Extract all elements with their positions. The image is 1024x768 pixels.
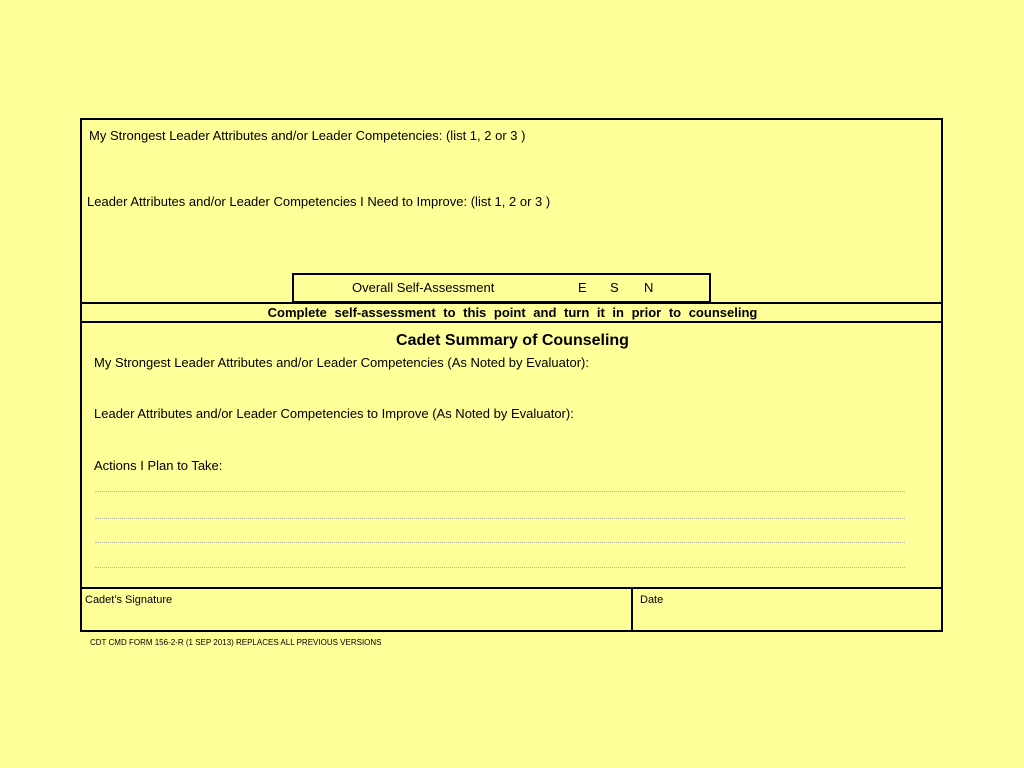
divider-line	[80, 321, 943, 323]
date-label: Date	[640, 594, 664, 606]
signature-divider	[631, 588, 633, 631]
overall-self-assessment-label: Overall Self-Assessment	[352, 280, 495, 295]
summary-title: Cadet Summary of Counseling	[396, 332, 629, 349]
cadet-signature-label: Cadet's Signature	[85, 594, 173, 606]
actions-label: Actions I Plan to Take:	[94, 458, 223, 473]
actions-writing-line[interactable]	[95, 518, 905, 519]
improve-attributes-label: Leader Attributes and/or Leader Competencies I Need to Improve: (list 1, 2 or 3 )	[87, 194, 551, 209]
actions-writing-line[interactable]	[95, 542, 905, 543]
actions-writing-line[interactable]	[95, 567, 905, 568]
evaluator-strongest-label: My Strongest Leader Attributes and/or Leader Competencies (As Noted by Evaluator):	[94, 355, 589, 370]
actions-writing-line[interactable]	[95, 491, 905, 492]
assessment-option-e[interactable]: E	[578, 280, 587, 295]
strongest-attributes-label: My Strongest Leader Attributes and/or Leader Competencies: (list 1, 2 or 3 )	[89, 128, 526, 143]
overall-self-assessment-box	[292, 273, 711, 303]
assessment-option-n[interactable]: N	[644, 280, 654, 295]
divider-line	[80, 587, 943, 589]
divider-line	[80, 302, 943, 304]
assessment-option-s[interactable]: S	[610, 280, 619, 295]
evaluator-improve-label: Leader Attributes and/or Leader Competencies to Improve (As Noted by Evaluator):	[94, 406, 574, 421]
form-footer: CDT CMD FORM 156-2-R (1 SEP 2013) REPLACES ALL PREVIOUS VERSIONS	[90, 638, 382, 647]
instruction-text: Complete self-assessment to this point and turn it in prior to counseling	[267, 305, 758, 320]
